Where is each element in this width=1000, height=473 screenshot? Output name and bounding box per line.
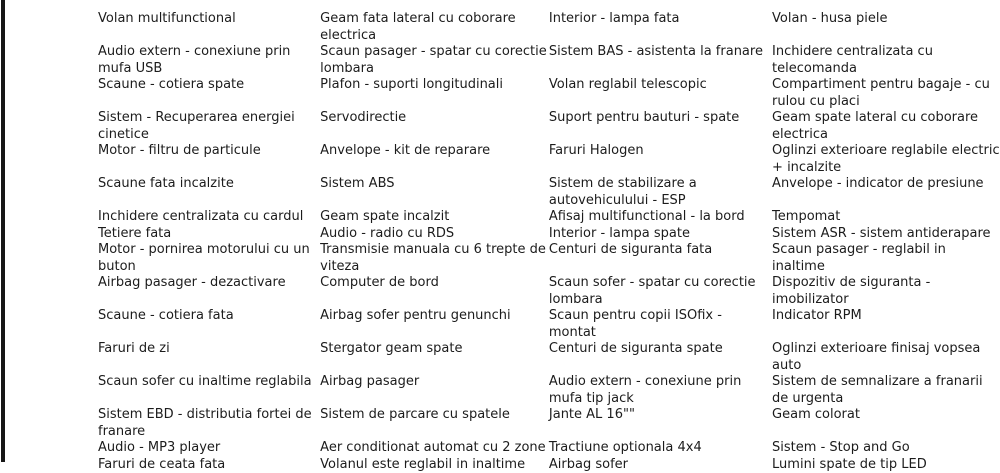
feature-cell: Motor - pornirea motorului cu un buton xyxy=(98,242,320,275)
feature-row xyxy=(98,143,1000,176)
feature-cell: Anvelope - kit de reparare xyxy=(320,143,549,176)
feature-cell: Airbag sofer xyxy=(549,457,772,473)
feature-cell: Dispozitiv de siguranta - imobilizator xyxy=(772,275,1000,308)
feature-row xyxy=(98,457,1000,473)
feature-cell: Sistem BAS - asistenta la franare xyxy=(549,44,772,77)
feature-row xyxy=(98,275,1000,308)
feature-cell: Scaun pentru copii ISOfix - montat xyxy=(549,308,772,341)
feature-row xyxy=(98,226,1000,243)
feature-cell: Faruri de zi xyxy=(98,341,320,374)
feature-cell: Sistem ASR - sistem antiderapare xyxy=(772,226,1000,243)
feature-cell: Faruri Halogen xyxy=(549,143,772,176)
feature-cell: Geam spate lateral cu coborare electrica xyxy=(772,110,1000,143)
feature-cell: Faruri de ceata fata xyxy=(98,457,320,473)
feature-cell: Sistem - Recuperarea energiei cinetice xyxy=(98,110,320,143)
feature-row xyxy=(98,209,1000,226)
feature-cell: Jante AL 16"" xyxy=(549,407,772,440)
feature-cell: Audio extern - conexiune prin mufa USB xyxy=(98,44,320,77)
feature-cell: Scaune - cotiera fata xyxy=(98,308,320,341)
feature-row xyxy=(98,407,1000,440)
feature-cell: Aer conditionat automat cu 2 zone xyxy=(320,440,549,457)
feature-cell: Scaun pasager - spatar cu corectie lombara xyxy=(320,44,549,77)
feature-cell: Stergator geam spate xyxy=(320,341,549,374)
feature-row xyxy=(98,341,1000,374)
feature-cell: Scaune fata incalzite xyxy=(98,176,320,209)
feature-cell: Plafon - suporti longitudinali xyxy=(320,77,549,110)
feature-row xyxy=(98,440,1000,457)
left-edge-bar xyxy=(1,0,5,462)
car-features-section xyxy=(98,11,1000,473)
feature-cell: Tetiere fata xyxy=(98,226,320,243)
feature-cell: Lumini spate de tip LED xyxy=(772,457,1000,473)
feature-cell: Transmisie manuala cu 6 trepte de viteza xyxy=(320,242,549,275)
feature-cell: Geam fata lateral cu coborare electrica xyxy=(320,11,549,44)
feature-cell: Airbag pasager xyxy=(320,374,549,407)
feature-row xyxy=(98,44,1000,77)
feature-row xyxy=(98,242,1000,275)
feature-cell: Inchidere centralizata cu cardul xyxy=(98,209,320,226)
feature-cell: Compartiment pentru bagaje - cu rulou cu placi xyxy=(772,77,1000,110)
feature-cell: Geam spate incalzit xyxy=(320,209,549,226)
feature-cell: Interior - lampa fata xyxy=(549,11,772,44)
feature-cell: Motor - filtru de particule xyxy=(98,143,320,176)
feature-cell: Suport pentru bauturi - spate xyxy=(549,110,772,143)
feature-cell: Geam colorat xyxy=(772,407,1000,440)
feature-cell: Volan - husa piele xyxy=(772,11,1000,44)
feature-row xyxy=(98,176,1000,209)
feature-cell: Centuri de siguranta spate xyxy=(549,341,772,374)
feature-cell: Sistem ABS xyxy=(320,176,549,209)
feature-row xyxy=(98,77,1000,110)
feature-cell: Scaun sofer cu inaltime reglabila xyxy=(98,374,320,407)
feature-cell: Tempomat xyxy=(772,209,1000,226)
feature-row xyxy=(98,11,1000,44)
feature-cell: Audio - radio cu RDS xyxy=(320,226,549,243)
feature-cell: Scaun pasager - reglabil in inaltime xyxy=(772,242,1000,275)
feature-cell: Sistem - Stop and Go xyxy=(772,440,1000,457)
feature-cell: Interior - lampa spate xyxy=(549,226,772,243)
feature-cell: Anvelope - indicator de presiune xyxy=(772,176,1000,209)
feature-cell: Volan reglabil telescopic xyxy=(549,77,772,110)
feature-cell: Inchidere centralizata cu telecomanda xyxy=(772,44,1000,77)
feature-cell: Oglinzi exterioare finisaj vopsea auto xyxy=(772,341,1000,374)
feature-cell: Sistem EBD - distributia fortei de franare xyxy=(98,407,320,440)
feature-cell: Scaune - cotiera spate xyxy=(98,77,320,110)
feature-cell: Airbag sofer pentru genunchi xyxy=(320,308,549,341)
feature-cell: Volan multifunctional xyxy=(98,11,320,44)
feature-cell: Airbag pasager - dezactivare xyxy=(98,275,320,308)
feature-cell: Indicator RPM xyxy=(772,308,1000,341)
feature-cell: Sistem de semnalizare a franarii de urgenta xyxy=(772,374,1000,407)
feature-cell: Audio - MP3 player xyxy=(98,440,320,457)
feature-row xyxy=(98,308,1000,341)
feature-cell: Sistem de stabilizare a autovehiculului - ESP xyxy=(549,176,772,209)
feature-cell: Scaun sofer - spatar cu corectie lombara xyxy=(549,275,772,308)
feature-cell: Volanul este reglabil in inaltime xyxy=(320,457,549,473)
feature-row xyxy=(98,110,1000,143)
feature-cell: Centuri de siguranta fata xyxy=(549,242,772,275)
feature-cell: Afisaj multifunctional - la bord xyxy=(549,209,772,226)
feature-row xyxy=(98,374,1000,407)
feature-cell: Sistem de parcare cu spatele xyxy=(320,407,549,440)
feature-cell: Audio extern - conexiune prin mufa tip jack xyxy=(549,374,772,407)
feature-cell: Oglinzi exterioare reglabile electric + incalzite xyxy=(772,143,1000,176)
feature-cell: Tractiune optionala 4x4 xyxy=(549,440,772,457)
features-table xyxy=(98,11,1000,473)
feature-cell: Servodirectie xyxy=(320,110,549,143)
feature-cell: Computer de bord xyxy=(320,275,549,308)
